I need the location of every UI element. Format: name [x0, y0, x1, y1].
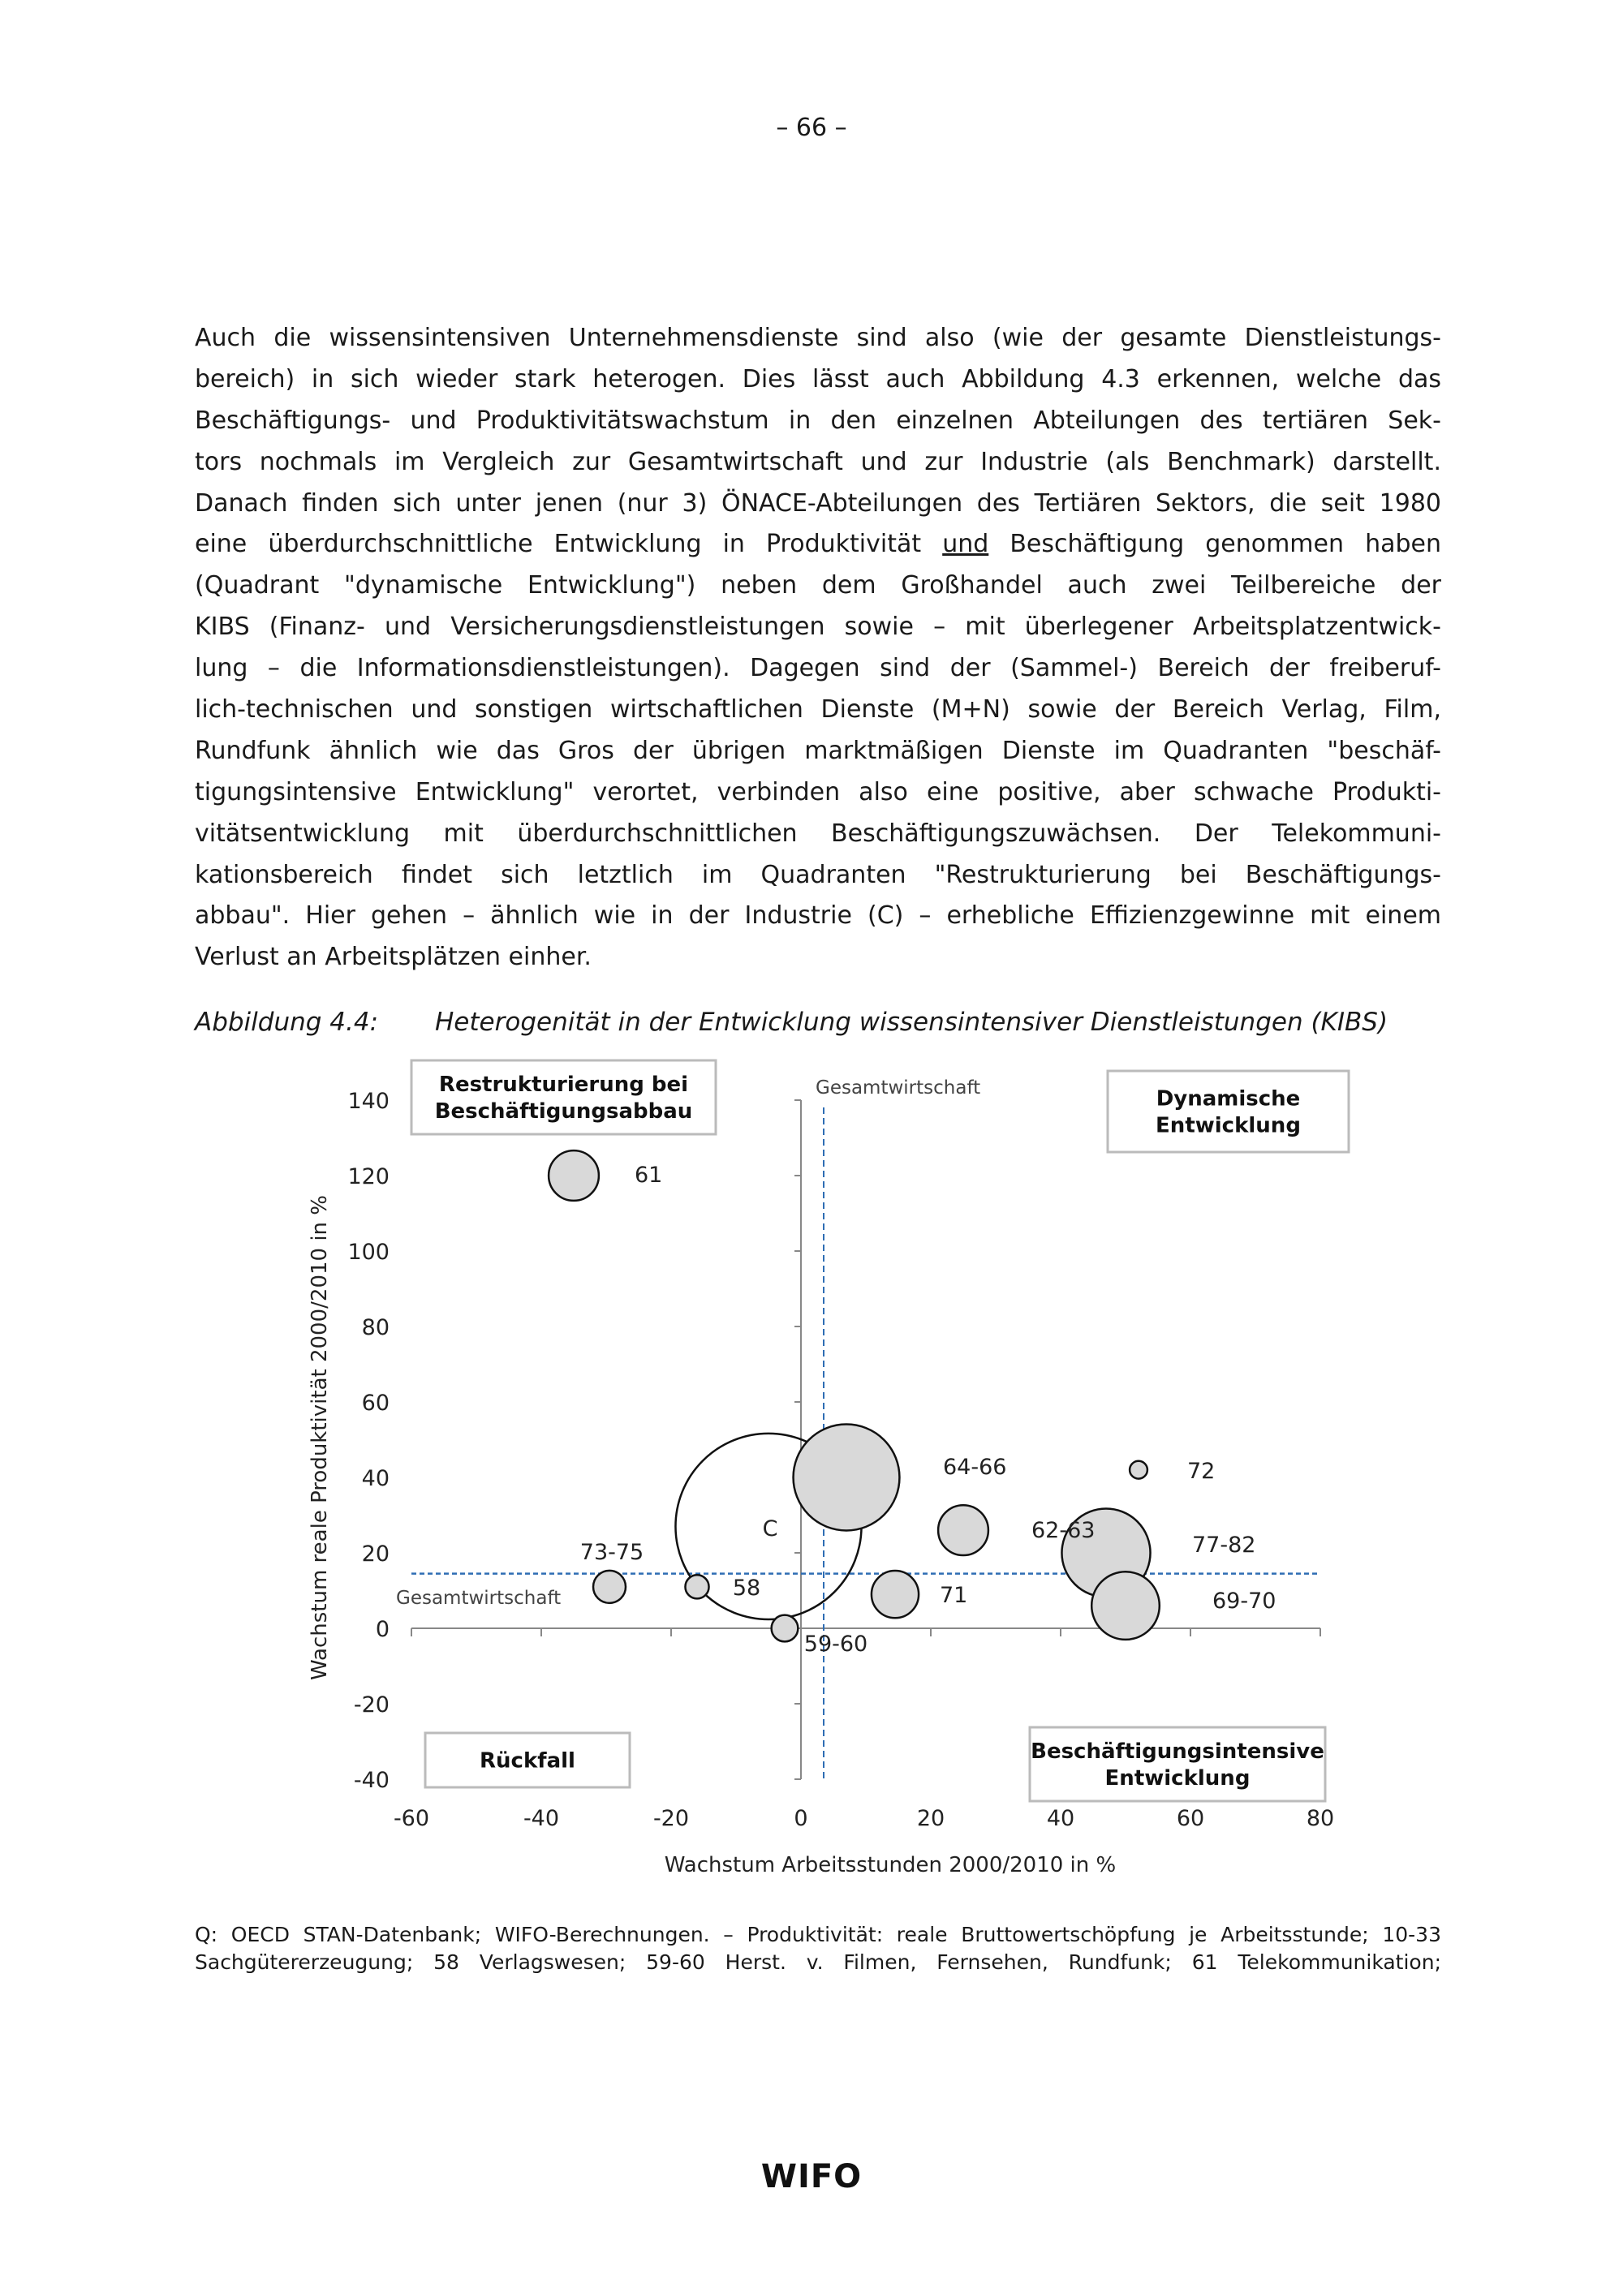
figure-label: Abbildung 4.4: [195, 1008, 379, 1037]
bubble-71 [872, 1571, 919, 1618]
y-tick-label: -20 [353, 1692, 390, 1718]
bubble-label: 69-70 [1212, 1589, 1276, 1614]
quadrant-label: Rückfall [480, 1748, 575, 1774]
text-line: bereich) in sich wieder stark heterogen. Dies lässt auch Abbildung 4.3 erkennen, welche das [195, 364, 1441, 393]
text-line: KIBS (Finanz- und Versicherungsdienstleistungen sowie – mit überlegener Arbeitsplatzentwick- [195, 613, 1441, 642]
bubble-label: 59-60 [803, 1632, 868, 1657]
x-tick-label: -20 [652, 1806, 690, 1831]
reference-label-vertical: Gesamtwirtschaft [816, 1077, 981, 1099]
quadrant-label: Restrukturierung bei [438, 1073, 689, 1097]
bubble-64-66 [794, 1425, 900, 1531]
bubble-label: 58 [732, 1576, 761, 1601]
bubble-label: 77-82 [1192, 1533, 1256, 1558]
page-number: – 66 – [776, 114, 847, 142]
text-line: tors nochmals im Vergleich zur Gesamtwirtschaft und zur Industrie (als Benchmark) darstellt. [195, 447, 1441, 476]
text-line: Rundfunk ähnlich wie das Gros der übrigen marktmäßigen Dienste im Quadranten "beschäf- [195, 736, 1441, 765]
quadrant-label: Dynamische [1156, 1086, 1301, 1111]
bubble-62-63 [938, 1505, 988, 1555]
y-tick-label: 80 [361, 1315, 390, 1340]
text-line: Auch die wissensintensiven Unternehmensdienste sind also (wie der gesamte Dienstleistungs- [195, 324, 1441, 352]
x-tick-label: 20 [916, 1806, 945, 1831]
text-line: Danach finden sich unter jenen (nur 3) ÖNACE-Abteilungen des Tertiären Sektors, die seit 1980 [195, 488, 1441, 518]
bubble-72 [1130, 1461, 1147, 1479]
bubble-label: 72 [1187, 1459, 1216, 1484]
reference-label-horizontal: Gesamtwirtschaft [396, 1588, 562, 1609]
x-tick-label: 40 [1046, 1806, 1075, 1831]
bubble-label: 61 [635, 1163, 663, 1188]
text-line: tigungsintensive Entwicklung" verortet, verbinden also eine positive, aber schwache Produkti- [195, 777, 1441, 806]
bubble-58 [685, 1575, 708, 1598]
text-line: Beschäftigungs- und Produktivitätswachstum in den einzelnen Abteilungen des tertiären Sek- [195, 406, 1441, 435]
y-tick-label: 40 [361, 1466, 390, 1491]
bubble-label: 62-63 [1031, 1518, 1096, 1543]
text-line: (Quadrant "dynamische Entwicklung") neben dem Großhandel auch zwei Teilbereiche der [195, 571, 1441, 600]
bubble-59-60 [772, 1615, 799, 1642]
wifo-logo: WIFO [760, 2158, 863, 2195]
bubble-73-75 [593, 1571, 626, 1603]
text-line: Verlust an Arbeitsplätzen einher. [195, 943, 592, 972]
text-line: vitätsentwicklung mit überdurchschnittlichen Beschäftigungszuwächsen. Der Telekommuni- [195, 819, 1441, 848]
bubble-69-70 [1091, 1572, 1160, 1640]
y-tick-label: -40 [353, 1768, 390, 1793]
x-tick-label: 60 [1176, 1806, 1205, 1831]
source-notes [195, 1921, 1441, 1976]
note-line: Q: OECD STAN-Datenbank; WIFO-Berechnungen. – Produktivität: reale Bruttowertschöpfung je Arbeitsstunde; 10-33 [195, 1923, 1441, 1946]
bubble-label: 73-75 [579, 1540, 644, 1565]
underlined-word: und [942, 530, 989, 559]
x-tick-label: -40 [523, 1806, 560, 1831]
quadrant-box-top-right [1108, 1071, 1349, 1152]
bubble-label: 71 [940, 1583, 968, 1608]
quadrant-label: Entwicklung [1156, 1113, 1301, 1138]
bubble-61 [549, 1150, 599, 1201]
note-line: Sachgütererzeugung; 58 Verlagswesen; 59-60 Herst. v. Filmen, Fernsehen, Rundfunk; 61 Telekommunikation; [195, 1950, 1441, 1974]
text-segment: eine überdurchschnittliche Entwicklung in Produktivität [195, 530, 943, 559]
bubble-label: 64-66 [943, 1455, 1007, 1480]
x-axis-title: Wachstum Arbeitsstunden 2000/2010 in % [664, 1853, 1117, 1877]
x-tick-label: 0 [794, 1806, 808, 1831]
y-tick-label: 20 [361, 1541, 390, 1567]
y-tick-label: 140 [347, 1089, 390, 1114]
quadrant-label: Beschäftigungsintensive [1031, 1739, 1324, 1764]
text-line: lung – die Informationsdienstleistungen). Dagegen sind der (Sammel-) Bereich der freiberuf- [195, 654, 1441, 683]
x-tick-label: 80 [1306, 1806, 1335, 1831]
y-axis-title: Wachstum reale Produktivität 2000/2010 in % [308, 1194, 332, 1681]
y-tick-label: 100 [347, 1240, 390, 1265]
text-line: abbau". Hier gehen – ähnlich wie in der Industrie (C) – erhebliche Effizienzgewinne mit einem [195, 901, 1441, 931]
text-line: lich-technischen und sonstigen wirtschaftlichen Dienste (M+N) sowie der Bereich Verlag, Film, [195, 695, 1441, 724]
y-tick-label: 120 [347, 1164, 390, 1189]
bubble-label: C [762, 1516, 778, 1541]
figure-title: Heterogenität in der Entwicklung wissensintensiver Dienstleistungen (KIBS) [435, 1008, 1388, 1037]
y-tick-label: 0 [375, 1617, 390, 1642]
quadrant-label: Entwicklung [1104, 1766, 1251, 1791]
text-segment: Beschäftigung genommen haben [988, 530, 1441, 559]
y-tick-label: 60 [361, 1391, 390, 1416]
text-line: kationsbereich findet sich letztlich im Quadranten "Restrukturierung bei Beschäftigungs- [195, 860, 1441, 889]
quadrant-label: Beschäftigungsabbau [434, 1099, 693, 1124]
x-tick-label: -60 [393, 1806, 430, 1831]
